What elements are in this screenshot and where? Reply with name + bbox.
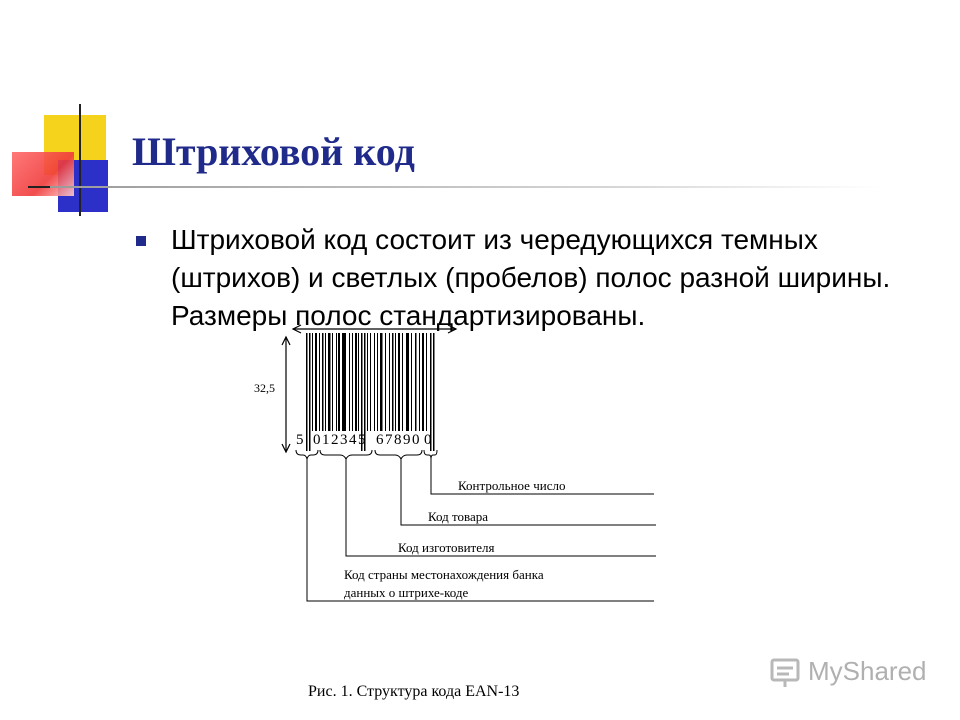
barcode-bar bbox=[352, 333, 353, 431]
leader-manufacturer bbox=[346, 459, 656, 556]
barcode-bar bbox=[415, 333, 417, 431]
barcode-bar bbox=[309, 333, 311, 451]
digit-9: 8 bbox=[394, 432, 402, 448]
barcode-bar bbox=[367, 333, 368, 431]
label-country-line2: данных о штрихе-коде bbox=[344, 585, 469, 600]
brace-product bbox=[375, 450, 422, 459]
height-arrow bbox=[282, 337, 290, 452]
barcode-bar bbox=[325, 333, 326, 431]
digit-11: 0 bbox=[412, 432, 420, 448]
barcode-bar bbox=[319, 333, 320, 431]
barcode-bar bbox=[332, 333, 333, 431]
brace-country bbox=[296, 450, 318, 459]
digit-7: 6 bbox=[376, 432, 384, 448]
presentation-icon bbox=[772, 660, 798, 687]
barcode-bar bbox=[389, 333, 390, 431]
label-manufacturer: Код изготовителя bbox=[398, 540, 495, 555]
digit-6: 5 bbox=[358, 432, 366, 448]
barcode-bar bbox=[426, 333, 427, 431]
barcode-bar bbox=[322, 333, 324, 431]
digit-4: 3 bbox=[340, 432, 348, 448]
slide-title: Штриховой код bbox=[132, 129, 415, 174]
barcode-bar bbox=[349, 333, 350, 431]
digit-10: 9 bbox=[403, 432, 411, 448]
digit-8: 7 bbox=[385, 432, 393, 448]
brace-manufacturer bbox=[320, 450, 372, 459]
label-country-line1: Код страны местонахождения банка bbox=[344, 567, 544, 582]
barcode-bar bbox=[402, 333, 403, 431]
digit-1: 0 bbox=[313, 432, 321, 448]
label-product: Код товара bbox=[428, 509, 489, 524]
barcode-bar bbox=[433, 333, 435, 451]
height-label: 32,5 bbox=[254, 381, 275, 395]
barcode-bar bbox=[392, 333, 394, 431]
barcode-bar bbox=[370, 333, 371, 431]
label-check: Контрольное число bbox=[458, 478, 566, 493]
barcode-bar bbox=[336, 333, 337, 431]
digit-12: 0 bbox=[424, 432, 432, 448]
watermark-text: MyShared bbox=[808, 656, 927, 686]
barcode-bar bbox=[338, 333, 340, 431]
figure-caption: Рис. 1. Структура кода EAN-13 bbox=[308, 683, 520, 700]
barcode-bar bbox=[328, 333, 331, 431]
digit-5: 4 bbox=[349, 432, 357, 448]
bullet-line-2: (штрихов) и светлых (пробелов) полос разной ширины. bbox=[171, 262, 891, 293]
barcode-bar bbox=[306, 333, 308, 451]
digit-2: 1 bbox=[322, 432, 330, 448]
width-arrow bbox=[293, 325, 456, 333]
barcode-bar bbox=[398, 333, 400, 431]
bullet-line-1: Штриховой код состоит из чередующихся темных bbox=[171, 224, 818, 255]
barcode-bar bbox=[411, 333, 412, 431]
barcode-bar bbox=[380, 333, 383, 431]
barcode-bar bbox=[422, 333, 424, 431]
barcode-bar bbox=[312, 333, 313, 431]
digit-3: 2 bbox=[331, 432, 339, 448]
barcode-bar bbox=[406, 333, 409, 431]
digit-0: 5 bbox=[296, 432, 304, 448]
bullet-line-3: Размеры полос стандартизированы. bbox=[171, 300, 646, 331]
barcode-bar bbox=[385, 333, 386, 431]
barcode-bar bbox=[377, 333, 378, 431]
brace-check bbox=[424, 450, 437, 459]
barcode-bar bbox=[358, 333, 359, 431]
barcode-bar bbox=[355, 333, 357, 431]
barcode-bar bbox=[315, 333, 317, 431]
barcode-bar bbox=[374, 333, 375, 431]
barcode-bar bbox=[395, 333, 396, 431]
barcode-bar bbox=[342, 333, 346, 431]
barcode-bar bbox=[419, 333, 420, 431]
